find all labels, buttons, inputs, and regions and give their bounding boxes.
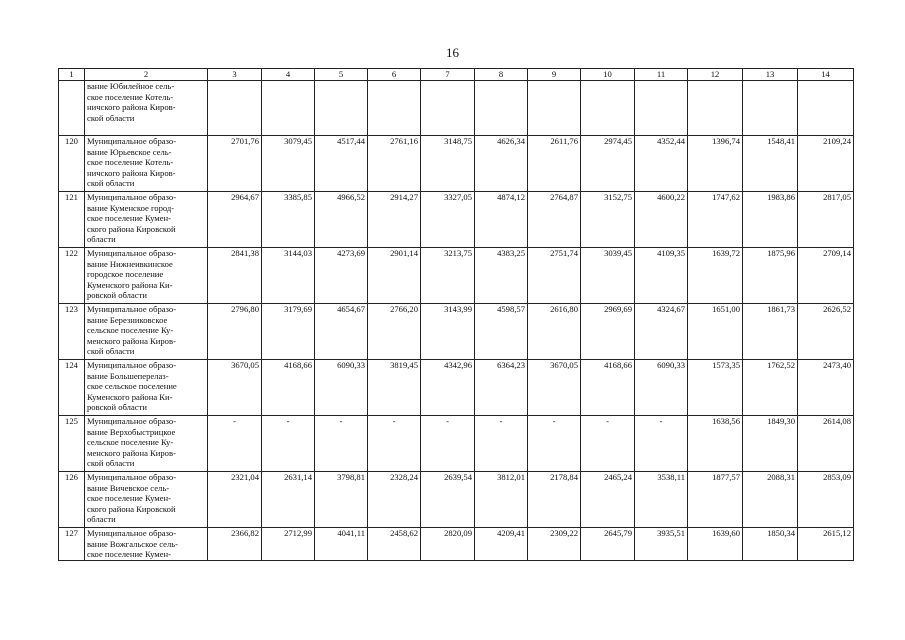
value-cell: 2974,45 — [581, 136, 635, 192]
municipality-name-line: ровской области — [87, 402, 147, 413]
municipality-name-line: Муниципальное образо- — [87, 528, 177, 538]
value-cell: 4342,96 — [421, 360, 475, 416]
municipality-name-line: Муниципальное образо- — [87, 416, 177, 426]
value-cell: 4600,22 — [635, 192, 688, 248]
value-cell: 2615,12 — [798, 528, 854, 561]
municipality-name-line: ское поселение Котель- — [87, 91, 174, 102]
value-cell: 1877,57 — [688, 472, 743, 528]
table-row — [59, 248, 854, 304]
value-cell: 3327,05 — [421, 192, 475, 248]
value-cell: - — [315, 416, 368, 472]
value-cell: 2088,31 — [743, 472, 798, 528]
value-cell — [315, 81, 368, 136]
municipality-name-line: вание Юбилейное сель- — [87, 81, 175, 91]
value-cell: 2969,69 — [581, 304, 635, 360]
column-number-header: 8 — [475, 69, 528, 81]
value-cell: 1396,74 — [688, 136, 743, 192]
column-number-header: 7 — [421, 69, 475, 81]
value-cell: 2766,20 — [368, 304, 421, 360]
column-number-header: 2 — [85, 69, 208, 81]
row-number: 126 — [59, 472, 85, 528]
value-cell: 3812,01 — [475, 472, 528, 528]
value-cell: - — [528, 416, 581, 472]
value-cell: 3079,45 — [262, 136, 315, 192]
municipality-name-line: ское поселение Кумен- — [87, 493, 172, 504]
table-row — [59, 360, 854, 416]
municipality-name-line: ской области — [87, 346, 135, 357]
value-cell: 2458,62 — [368, 528, 421, 561]
value-cell: 6090,33 — [635, 360, 688, 416]
value-cell: 2631,14 — [262, 472, 315, 528]
value-cell: 2645,79 — [581, 528, 635, 561]
table-row — [59, 472, 854, 528]
municipality-name-line: Муниципальное образо- — [87, 360, 177, 370]
value-cell: 2841,38 — [208, 248, 262, 304]
value-cell: 3819,45 — [368, 360, 421, 416]
value-cell: 2626,52 — [798, 304, 854, 360]
municipality-name-line: вание Вичевское сель- — [87, 482, 170, 493]
value-cell: 1875,96 — [743, 248, 798, 304]
value-cell: 3179,69 — [262, 304, 315, 360]
row-number: 123 — [59, 304, 85, 360]
value-cell: 3670,05 — [528, 360, 581, 416]
municipality-name-line: ское сельское поселение — [87, 381, 177, 392]
page-number: 16 — [446, 45, 459, 60]
column-number-header: 14 — [798, 69, 854, 81]
table-row — [59, 136, 854, 192]
value-cell: 4324,67 — [635, 304, 688, 360]
value-cell — [581, 81, 635, 136]
column-number-header: 1 — [59, 69, 85, 81]
municipality-name-line: ничского района Киров- — [87, 167, 176, 178]
municipality-name-line: Куменского района Ки- — [87, 391, 173, 402]
value-cell: 1762,52 — [743, 360, 798, 416]
municipality-name-line: менского района Киров- — [87, 447, 176, 458]
municipality-name-line: вание Нижнеивкинское — [87, 258, 173, 269]
municipality-name-line: области — [87, 514, 116, 525]
value-cell — [208, 81, 262, 136]
value-cell — [421, 81, 475, 136]
row-number: 121 — [59, 192, 85, 248]
value-cell: 3798,81 — [315, 472, 368, 528]
value-cell: 6090,33 — [315, 360, 368, 416]
municipality-name-line: вание Вожгальское сель- — [87, 538, 179, 549]
value-cell: 3148,75 — [421, 136, 475, 192]
municipality-name-line: ского района Кировской — [87, 503, 176, 514]
value-cell: 3143,99 — [421, 304, 475, 360]
municipality-name-line: Муниципальное образо- — [87, 248, 177, 258]
value-cell: 1983,86 — [743, 192, 798, 248]
value-cell — [743, 81, 798, 136]
municipality-name-line: ровской области — [87, 290, 147, 301]
value-cell: 2964,67 — [208, 192, 262, 248]
value-cell: 4966,52 — [315, 192, 368, 248]
value-cell: 2473,40 — [798, 360, 854, 416]
value-cell: 4168,66 — [581, 360, 635, 416]
municipality-name — [85, 360, 208, 416]
municipality-name-line: ского района Кировской — [87, 223, 176, 234]
value-cell: 2796,80 — [208, 304, 262, 360]
value-cell: 3213,75 — [421, 248, 475, 304]
value-cell: - — [262, 416, 315, 472]
value-cell: 3152,75 — [581, 192, 635, 248]
value-cell: 2178,84 — [528, 472, 581, 528]
municipality-name — [85, 81, 208, 136]
value-cell: 4874,12 — [475, 192, 528, 248]
row-number: 125 — [59, 416, 85, 472]
value-cell: 2761,16 — [368, 136, 421, 192]
value-cell: - — [581, 416, 635, 472]
municipality-name-line: Муниципальное образо- — [87, 472, 177, 482]
table-row — [59, 81, 854, 136]
column-number-header: 13 — [743, 69, 798, 81]
table-body — [59, 81, 854, 561]
column-number-header: 11 — [635, 69, 688, 81]
table-row — [59, 416, 854, 472]
municipality-name-line: сельское поселение Ку- — [87, 325, 174, 336]
municipality-name-line: ское поселение Кумен- — [87, 213, 172, 224]
value-cell: 2614,08 — [798, 416, 854, 472]
value-cell: 1651,00 — [688, 304, 743, 360]
value-cell: - — [475, 416, 528, 472]
value-cell: 1638,56 — [688, 416, 743, 472]
column-number-row — [59, 69, 854, 81]
value-cell: 2328,24 — [368, 472, 421, 528]
value-cell: - — [421, 416, 475, 472]
value-cell: 1861,73 — [743, 304, 798, 360]
municipality-name — [85, 304, 208, 360]
table-row — [59, 528, 854, 561]
value-cell: 4626,34 — [475, 136, 528, 192]
municipality-name-line: ской области — [87, 178, 135, 189]
row-number — [59, 81, 85, 136]
row-number: 124 — [59, 360, 85, 416]
municipality-name-line: вание Большеперелаз- — [87, 370, 169, 381]
municipality-name-line: Муниципальное образо- — [87, 304, 177, 314]
tariff-table — [58, 68, 854, 561]
value-cell: 2709,14 — [798, 248, 854, 304]
municipality-name — [85, 248, 208, 304]
value-cell — [368, 81, 421, 136]
value-cell: 1849,30 — [743, 416, 798, 472]
municipality-name — [85, 416, 208, 472]
value-cell — [688, 81, 743, 136]
value-cell — [528, 81, 581, 136]
column-number-header: 12 — [688, 69, 743, 81]
municipality-name — [85, 472, 208, 528]
value-cell: - — [635, 416, 688, 472]
table-row — [59, 304, 854, 360]
value-cell: 2751,74 — [528, 248, 581, 304]
municipality-name-line: вание Юрьевское сель- — [87, 146, 172, 157]
column-number-header: 9 — [528, 69, 581, 81]
municipality-name — [85, 192, 208, 248]
value-cell: 2366,82 — [208, 528, 262, 561]
value-cell: 1548,41 — [743, 136, 798, 192]
municipality-name-line: Муниципальное образо- — [87, 192, 177, 202]
municipality-name-line: вание Верхобыстрицкое — [87, 426, 176, 437]
municipality-name — [85, 528, 208, 561]
value-cell — [635, 81, 688, 136]
value-cell: 4168,66 — [262, 360, 315, 416]
value-cell: 4383,25 — [475, 248, 528, 304]
municipality-name-line: Куменского района Ки- — [87, 279, 173, 290]
value-cell: 4517,44 — [315, 136, 368, 192]
value-cell: 2914,27 — [368, 192, 421, 248]
value-cell: 1850,34 — [743, 528, 798, 561]
value-cell: 2853,09 — [798, 472, 854, 528]
column-number-header: 10 — [581, 69, 635, 81]
value-cell: 3670,05 — [208, 360, 262, 416]
value-cell: 2109,24 — [798, 136, 854, 192]
value-cell: 3935,51 — [635, 528, 688, 561]
municipality-name-line: вание Куменское город- — [87, 202, 175, 213]
value-cell: 4109,35 — [635, 248, 688, 304]
value-cell — [262, 81, 315, 136]
value-cell: 4598,57 — [475, 304, 528, 360]
value-cell — [475, 81, 528, 136]
value-cell: 2820,09 — [421, 528, 475, 561]
municipality-name-line: ское поселение Котель- — [87, 157, 174, 168]
value-cell: 2465,24 — [581, 472, 635, 528]
municipality-name-line: Муниципальное образо- — [87, 136, 177, 146]
municipality-name-line: ской области — [87, 112, 135, 123]
value-cell: 3538,11 — [635, 472, 688, 528]
value-cell: 4041,11 — [315, 528, 368, 561]
column-number-header: 3 — [208, 69, 262, 81]
value-cell: 3144,03 — [262, 248, 315, 304]
municipality-name-line: менского района Киров- — [87, 335, 176, 346]
value-cell: - — [368, 416, 421, 472]
municipality-name — [85, 136, 208, 192]
value-cell: 2817,05 — [798, 192, 854, 248]
value-cell: 1573,35 — [688, 360, 743, 416]
value-cell: 2321,04 — [208, 472, 262, 528]
value-cell: 3039,45 — [581, 248, 635, 304]
value-cell: 2639,54 — [421, 472, 475, 528]
column-number-header: 5 — [315, 69, 368, 81]
value-cell: 2901,14 — [368, 248, 421, 304]
column-number-header: 6 — [368, 69, 421, 81]
row-number: 122 — [59, 248, 85, 304]
municipality-name-line: ское поселение Кумен- — [87, 549, 172, 560]
value-cell: 4352,44 — [635, 136, 688, 192]
municipality-name-line: ничского района Киров- — [87, 102, 176, 113]
value-cell: - — [208, 416, 262, 472]
value-cell: 2309,22 — [528, 528, 581, 561]
value-cell: 4654,67 — [315, 304, 368, 360]
municipality-name-line: ской области — [87, 458, 135, 469]
value-cell — [798, 81, 854, 136]
value-cell: 1639,72 — [688, 248, 743, 304]
municipality-name-line: вание Березниковское — [87, 314, 168, 325]
row-number: 120 — [59, 136, 85, 192]
value-cell: 2611,76 — [528, 136, 581, 192]
value-cell: 3385,85 — [262, 192, 315, 248]
value-cell: 2701,76 — [208, 136, 262, 192]
value-cell: 2616,80 — [528, 304, 581, 360]
table-row — [59, 192, 854, 248]
municipality-name-line: городское поселение — [87, 269, 164, 280]
value-cell: 1639,60 — [688, 528, 743, 561]
municipality-name-line: области — [87, 234, 116, 245]
value-cell: 2764,87 — [528, 192, 581, 248]
value-cell: 6364,23 — [475, 360, 528, 416]
value-cell: 1747,62 — [688, 192, 743, 248]
municipality-name-line: сельское поселение Ку- — [87, 437, 174, 448]
value-cell: 4273,69 — [315, 248, 368, 304]
value-cell: 4209,41 — [475, 528, 528, 561]
row-number: 127 — [59, 528, 85, 561]
column-number-header: 4 — [262, 69, 315, 81]
value-cell: 2712,99 — [262, 528, 315, 561]
